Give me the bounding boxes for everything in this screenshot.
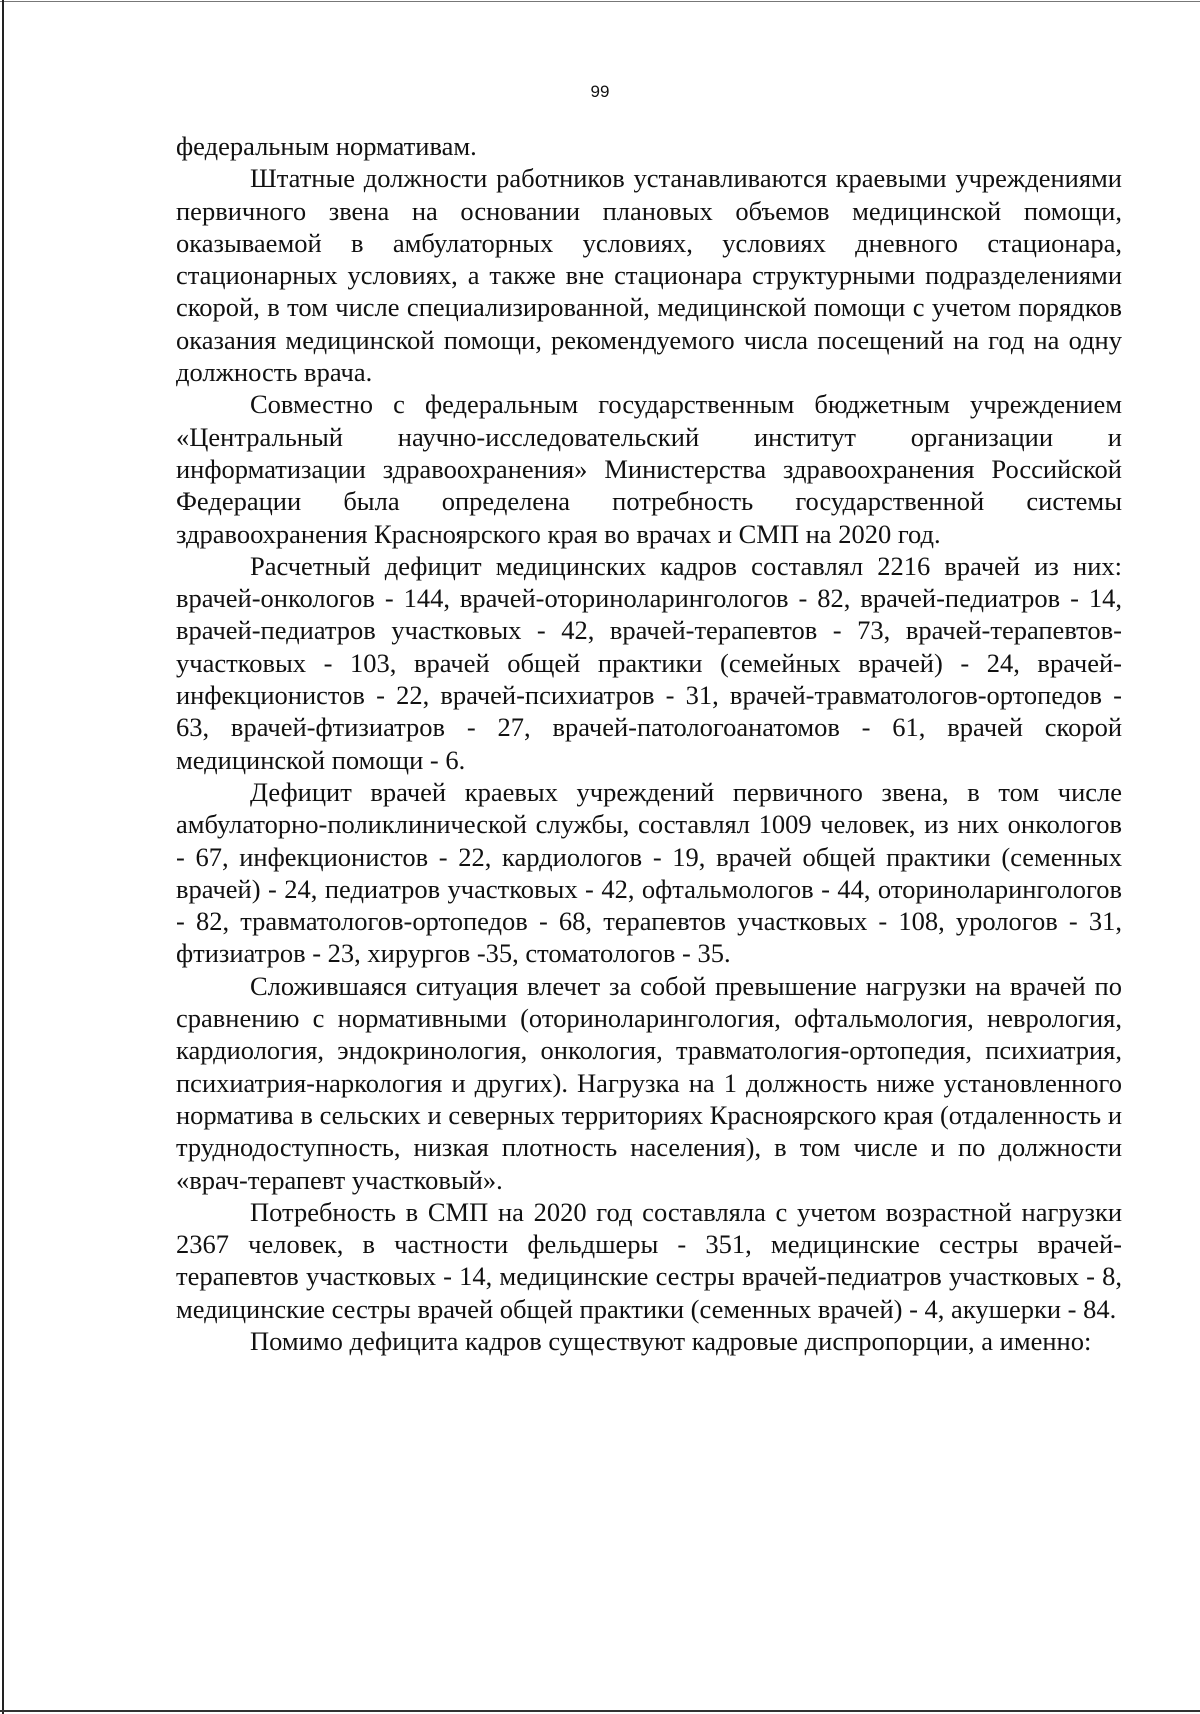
document-body — [176, 130, 1122, 1357]
paragraph-estimated-deficit: Расчетный дефицит медицинских кадров составлял 2216 врачей из них: врачей-онкологов - 144, врачей-оториноларингологов - 82, врачей-педиатров - 14, врачей-педиатров участковых - 42, врачей-терапевтов - 73, врачей-терапевтов-участковых - 103, врачей общей практики (семейных врачей) - 24, врачей-инфекционистов - 22, врачей-психиатров - 31, врачей-травматологов-ортопедов - 63, врачей-фтизиатров - 27, врачей-патологоанатомов - 61, врачей скорой медицинской помощи - 6. — [176, 550, 1122, 775]
paragraph-staff-positions: Штатные должности работников устанавливаются краевыми учреждениями первичного звена на основании плановых объемов медицинской помощи, оказываемой в амбулаторных условиях, условиях дневного стационара, стационарных условиях, а также вне стационара структурными подразделениями скорой, в том числе специализированной, медицинской помощи с учетом порядков оказания медицинской помощи, рекомендуемого числа посещений на год на одну должность врача. — [176, 163, 1122, 388]
paragraph-nursing-needs: Потребность в СМП на 2020 год составляла с учетом возрастной нагрузки 2367 человек, в частности фельдшеры - 351, медицинские сестры врачей-терапевтов участковых - 14, медицинские сестры врачей-педиатров участковых - 8, медицинские сестры врачей общей практики (семенных врачей) - 4, акушерки - 84. — [176, 1196, 1122, 1324]
paragraph-primary-care-deficit: Дефицит врачей краевых учреждений первичного звена, в том числе амбулаторно-поликлинической службы, составлял 1009 человек, из них онкологов - 67, инфекционистов - 22, кардиологов - 19, врачей общей практики (семенных врачей) - 24, педиатров участковых - 42, офтальмологов - 44, оториноларингологов - 82, травматологов-ортопедов - 68, терапевтов участковых - 108, урологов - 31, фтизиатров - 23, хирургов -35, стоматологов - 35. — [176, 776, 1122, 969]
paragraph-workload: Сложившаяся ситуация влечет за собой превышение нагрузки на врачей по сравнению с нормативными (оториноларингология, офтальмология, неврология, кардиология, эндокринология, онкология, травматология-ортопедия, психиатрия, психиатрия-наркология и других). Нагрузка на 1 должность ниже установленного норматива в сельских и северных территориях Красноярского края (отдаленность и труднодоступность, низкая плотность населения), в том числе и по должности «врач-терапевт участковый». — [176, 970, 1122, 1195]
paragraph-disproportions: Помимо дефицита кадров существуют кадровые диспропорции, а именно: — [250, 1325, 1092, 1356]
paragraph-needs-assessment: Совместно с федеральным государственным бюджетным учреждением «Центральный научно-исследовательский институт организации и информатизации здравоохранения» Министерства здравоохранения Российской Федерации была определена потребность государственной системы здравоохранения Красноярского края во врачах и СМП на 2020 год. — [176, 389, 1122, 549]
paragraph-continuation: федеральным нормативам. — [176, 131, 477, 161]
scan-edge-left — [2, 0, 4, 1714]
page-number: 99 — [590, 82, 610, 101]
scan-edge-bottom — [0, 1710, 1200, 1712]
scan-edge-top — [0, 1, 1200, 2]
